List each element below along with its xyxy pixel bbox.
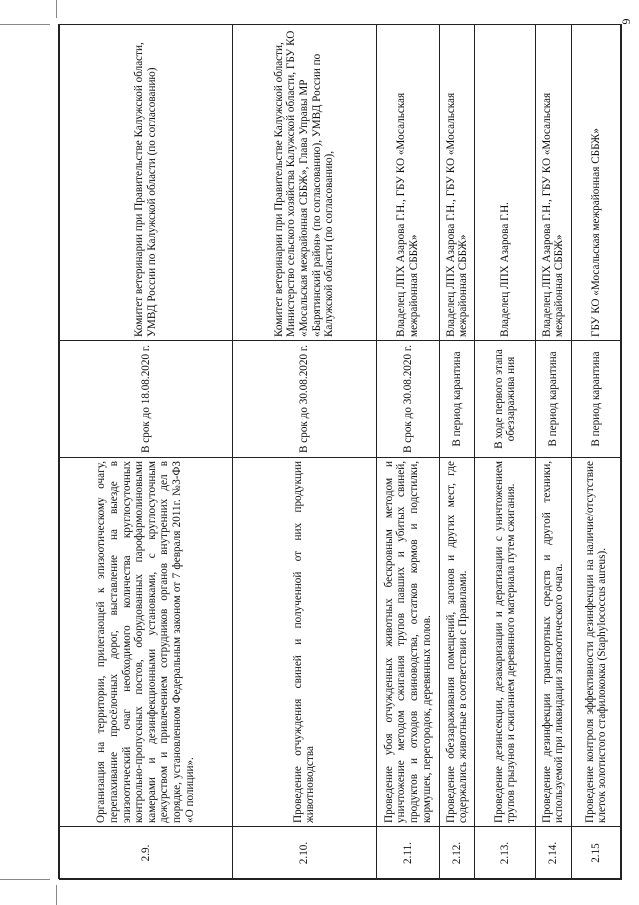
row-responsible: Владелец ЛПХ Азарова Г.Н., ГБУ КО «Мосальская межрайонная СББЖ»: [439, 25, 475, 341]
row-term: В ходе первого этапа обеззаражива ния: [475, 341, 536, 458]
row-responsible: Комитет ветеринарии при Правительстве Калужской области, Министерство сельского хозяйства Калужской области, ГБУ КО «Мосальская межрайонная СББЖ», Глава Управы МР «Барятинский район» (по согласованию), УМВД России по Калужской области (по согласованию),: [232, 25, 376, 341]
row-number: 2.9.: [60, 827, 233, 880]
row-responsible: ГБУ КО «Мосальская межрайонная СББЖ»: [571, 25, 621, 341]
row-number: 2.15: [571, 827, 621, 880]
row-number: 2.13.: [475, 827, 536, 880]
row-responsible: Владелец ЛПХ Азарова Г.Н., ГБУ КО «Мосальская межрайонная СББЖ»: [536, 25, 572, 341]
row-number: 2.14.: [536, 827, 572, 880]
row-action: Проведение контроля эффективности дезинфекции на наличие/отсутствие клеток золотистого стафилококка (Staphylococcus aureus).: [571, 458, 621, 827]
table-row: [536, 25, 572, 880]
table-row: [377, 25, 440, 880]
crop-mark: [0, 24, 50, 25]
row-number: 2.12.: [439, 827, 475, 880]
row-number: 2.11.: [377, 827, 440, 880]
row-term: В период карантина: [536, 341, 572, 458]
row-term: В период карантина: [571, 341, 621, 458]
row-responsible: Комитет ветеринарии при Правительстве Калужской области, УМВД России по Калужской области (по согласованию): [60, 25, 233, 341]
table-row: [232, 25, 376, 880]
rotated-table-frame: [58, 24, 621, 879]
page-number: 6: [619, 18, 634, 25]
row-action: Организация на территории, прилегающей к эпизоотическому очагу, перепахивание просёлочных дорог, выставление на выезде в эпизоотический очаг необходимого количества круглосуточных контрольно-пропускных постов, оборудованных парофармолиновыми камерами и дезинфекционными установками, с круглосуточным дежурством и привлечением сотрудников органов внутренних дел в порядке, установленном Федеральным законом от 7 февраля 2011г. №3-ФЗ «О полиции».: [60, 458, 233, 827]
row-term: В срок до 18.08.2020 г.: [60, 341, 233, 458]
row-responsible: Владелец ЛПХ Азарова Г.Н., ГБУ КО «Мосальская межрайонная СББЖ»: [377, 25, 440, 341]
row-term: В период карантина: [439, 341, 475, 458]
table-row: [475, 25, 536, 880]
row-responsible: Владелец ЛПХ Азарова Г.Н.: [475, 25, 536, 341]
row-action: Проведение убоя отчужденных животных бескровным методом и уничтожение методом сжигания трупов павших и убитых свиней, продуктов и отходов свиноводства, остатков кормов и подстилки, кормушек, перегородок, деревянных полов.: [377, 458, 440, 827]
row-action: Проведение дезинфекции транспортных средств и другой техники, используемой при ликвидации эпизоотического очага.: [536, 458, 572, 827]
table-row: [571, 25, 621, 880]
table-row: [60, 25, 233, 880]
table-row: [439, 25, 475, 880]
row-term: В срок до 30.08.2020 г.: [232, 341, 376, 458]
row-action: Проведение обеззараживания помещений, загонов и других мест, где содержались животные в соответствии с Правилами.: [439, 458, 475, 827]
row-term: В срок до 30.08.2020 г.: [377, 341, 440, 458]
row-action: Проведение дезинсекции, дезакаризации и дератизации с уничтожением трупов грызунов и сжиганием деревянного материала путем сжигания.: [475, 458, 536, 827]
crop-mark: [0, 879, 50, 880]
crop-mark: [56, 0, 57, 18]
crop-mark: [56, 885, 57, 905]
row-action: Проведение отчуждения свиней и полученной от них продукции животноводства: [232, 458, 376, 827]
row-number: 2.10.: [232, 827, 376, 880]
measures-table: [59, 24, 622, 880]
